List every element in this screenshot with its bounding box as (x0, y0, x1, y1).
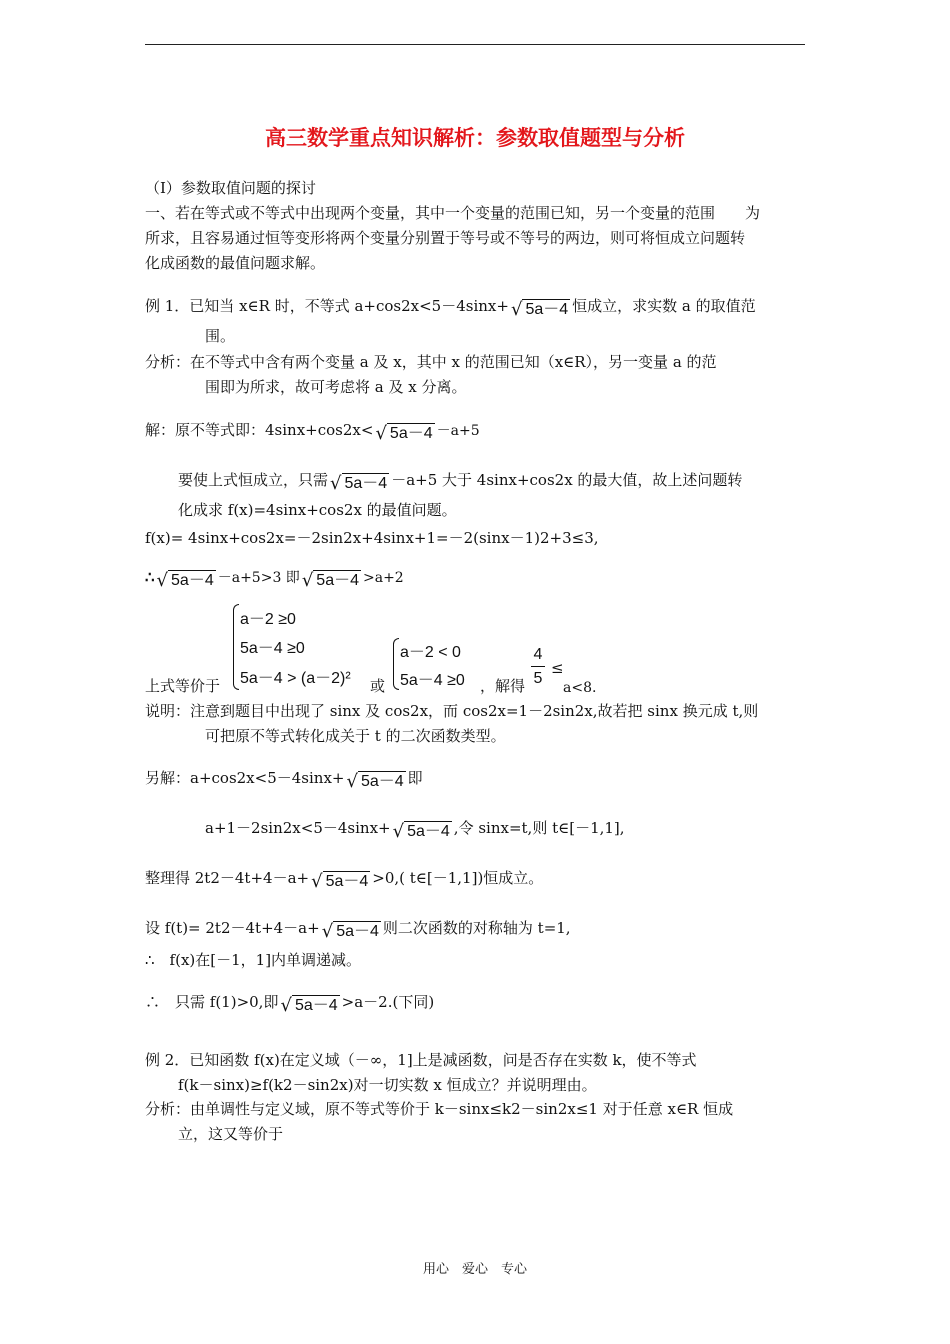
example-2-line-2: f(k－sinx)≥f(k2－sin2x)对一切实数 x 恒成立？并说明理由。 (178, 1076, 597, 1094)
example-1-statement: 例 1．已知当 x∈R 时，不等式 a+cos2x<5－4sinx+ √ 5a－4 恒成立，求实数 a 的取值范 (145, 297, 756, 320)
alt-solution-3: 整理得 2t2－4t+4－a+ √ 5a－4 >0,( t∈[－1,1])恒成立。 (145, 869, 544, 892)
alt-solution-4: 设 f(t)= 2t2－4t+4－a+ √ 5a－4 则二次函数的对称轴为 t=1, (145, 919, 571, 942)
sqrt-expression: √ 5a－4 (392, 821, 450, 842)
system-or: 或 (370, 677, 386, 695)
system-1-eq-2: 5a－4 ≥0 (240, 640, 305, 657)
intro-line-3: 化成函数的最值问题求解。 (145, 254, 326, 272)
header-rule (145, 44, 805, 45)
system-1-eq-3: 5a－4 > (a－2)² (240, 670, 351, 687)
alt-solution-6: ∴ 只需 f(1)>0,即 √ 5a－4 >a－2.(下同) (145, 993, 435, 1016)
system-2-eq-2: 5a－4 ≥0 (400, 672, 465, 689)
alt-solution-2: a+1－2sin2x<5－4sinx+ √ 5a－4 ,令 sinx=t,则 t∈[－1,1], (205, 819, 625, 842)
requirement-line-1: 要使上式恒成立，只需 √ 5a－4 －a+5 大于 4sinx+cos2x 的最大值，故上述问题转 (178, 471, 743, 494)
solution-1: 解：原不等式即：4sinx+cos2x< √ 5a－4 －a+5 (145, 421, 480, 444)
alt-solution-1: 另解：a+cos2x<5－4sinx+ √ 5a－4 即 (145, 769, 423, 792)
sqrt-expression: √ 5a－4 (311, 871, 369, 892)
fraction-numerator: 4 (531, 646, 545, 667)
note-line-2: 可把原不等式转化成关于 t 的二次函数类型。 (205, 727, 506, 745)
fraction-denominator: 5 (533, 670, 543, 687)
sqrt-expression: √ 5a－4 (280, 995, 338, 1016)
example-2-line-1: 例 2．已知函数 f(x)在定义域（－∞，1]上是减函数，问是否存在实数 k，使不等式 (145, 1051, 697, 1069)
system-2-eq-1: a－2 < 0 (400, 644, 461, 661)
analysis-1-line-1: 分析：在不等式中含有两个变量 a 及 x，其中 x 的范围已知（x∈R），另一变量 a 的范 (145, 353, 717, 371)
requirement-line-2: 化成求 f(x)=4sinx+cos2x 的最值问题。 (178, 501, 457, 519)
therefore-line: ∴ √ 5a－4 －a+5>3 即 √ 5a－4 >a+2 (145, 568, 404, 591)
analysis-1-line-2: 围即为所求，故可考虑将 a 及 x 分离。 (205, 378, 467, 396)
note-line-1: 说明：注意到题目中出现了 sinx 及 cos2x，而 cos2x=1－2sin2x,故若把 sinx 换元成 t,则 (145, 702, 759, 720)
le-symbol: ≤ (551, 659, 564, 677)
example-1-cont: 围。 (205, 327, 236, 345)
analysis-2-line-2: 立，这又等价于 (178, 1125, 284, 1143)
sqrt-expression: √ 5a－4 (510, 299, 569, 320)
intro-line-2: 所求，且容易通过恒等变形将两个变量分别置于等号或不等号的两边，则可将恒成立问题转 (145, 229, 746, 247)
left-brace-1 (233, 604, 239, 690)
sqrt-expression: √ 5a－4 (321, 921, 379, 942)
sqrt-expression: √ 5a－4 (330, 473, 388, 494)
alt-solution-5: ∴ f(x)在[－1，1]内单调递减。 (145, 951, 362, 969)
sqrt-expression: √ 5a－4 (346, 771, 404, 792)
system-1-eq-1: a－2 ≥0 (240, 611, 296, 628)
page-footer: 用心 爱心 专心 (422, 1262, 527, 1277)
sqrt-expression: √ 5a－4 (156, 570, 214, 591)
fx-derivation: f(x)= 4sinx+cos2x=－2sin2x+4sinx+1=－2(sinx－1)2+3≤3, (145, 529, 599, 547)
section-heading: （Ⅰ）参数取值问题的探讨 (145, 179, 316, 197)
page-title: 高三数学重点知识解析：参数取值题型与分析 (265, 126, 685, 150)
solve-text: ，解得 (480, 677, 526, 695)
intro-line-1: 一、若在等式或不等式中出现两个变量，其中一个变量的范围已知，另一个变量的范围 为 (145, 204, 761, 222)
sqrt-expression: √ 5a－4 (301, 570, 359, 591)
sqrt-expression: √ 5a－4 (375, 423, 433, 444)
range-result: a<8. (563, 680, 597, 696)
left-brace-2 (393, 638, 399, 690)
analysis-2-line-1: 分析：由单调性与定义域，原不等式等价于 k－sinx≤k2－sin2x≤1 对于任意 x∈R 恒成 (145, 1100, 734, 1118)
system-prefix: 上式等价于 (145, 677, 221, 695)
